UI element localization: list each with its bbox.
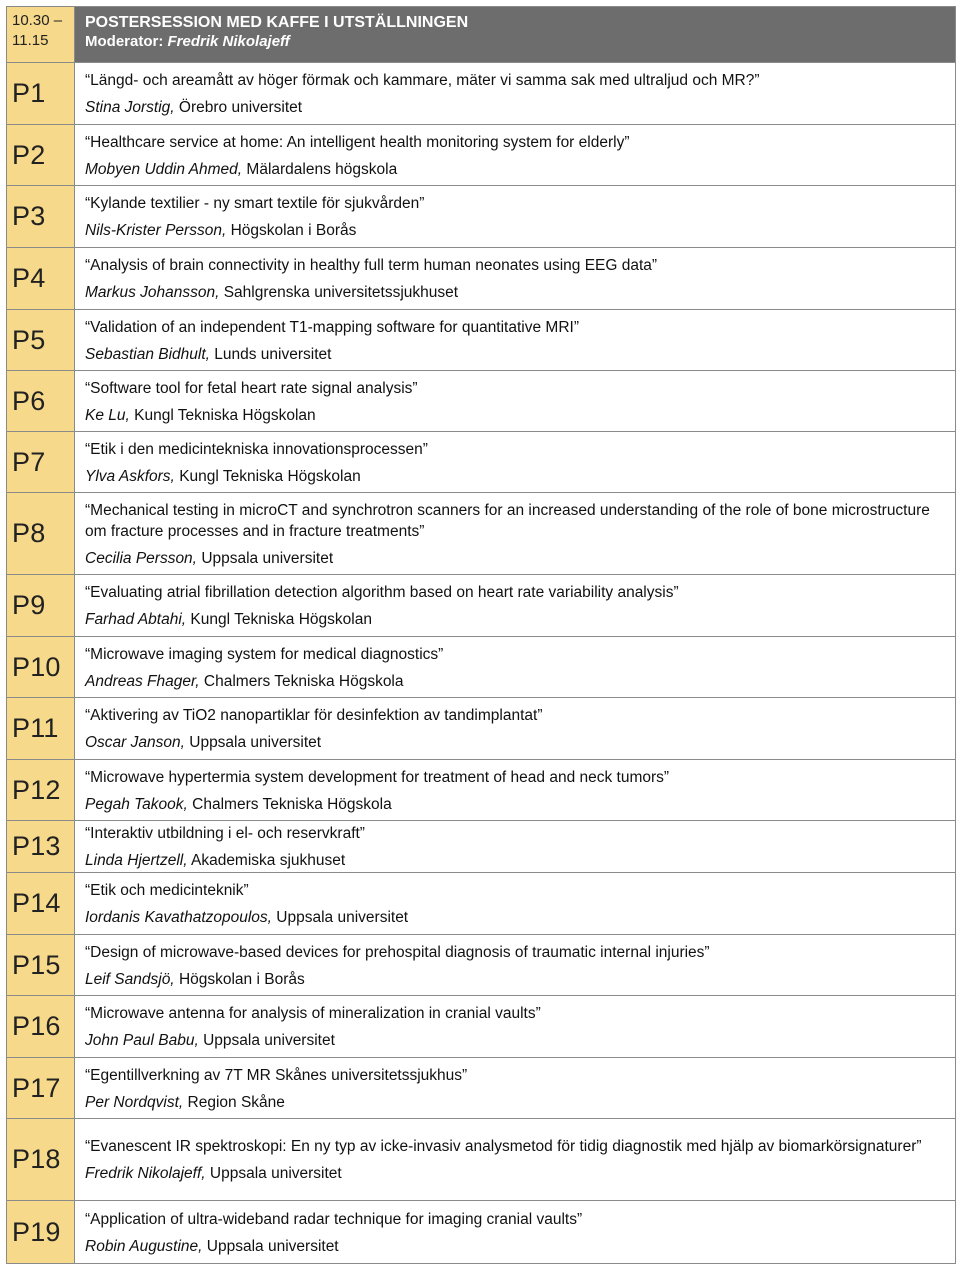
presenter-affiliation: Akademiska sjukhuset xyxy=(190,852,346,869)
poster-info-cell xyxy=(75,1201,955,1263)
poster-presenter xyxy=(85,466,945,487)
poster-title: “Evanescent IR spektroskopi: En ny typ av icke-invasiv analysmetod för tidig diagnostik med hjälp av biomarkörsignaturer” xyxy=(85,1138,922,1155)
poster-id-cell xyxy=(7,371,75,431)
presenter-affiliation: Kungl Tekniska Högskolan xyxy=(134,406,316,424)
poster-presenter xyxy=(85,344,945,365)
poster-row xyxy=(7,186,955,248)
poster-title: “Application of ultra-wideband radar technique for imaging cranial vaults” xyxy=(85,1210,583,1228)
poster-id: P5 xyxy=(12,324,46,355)
presenter-affiliation: Uppsala universitet xyxy=(276,909,409,926)
presenter-name: Fredrik Nikolajeff, xyxy=(85,1165,206,1182)
poster-id-cell xyxy=(7,186,75,247)
poster-id: P1 xyxy=(12,78,46,108)
session-time: 10.30 – 11.15 xyxy=(12,12,63,49)
poster-title: “Microwave antenna for analysis of mineralization in cranial vaults” xyxy=(85,1005,541,1022)
poster-info-cell xyxy=(75,63,955,124)
presenter-affiliation: Högskolan i Borås xyxy=(178,970,305,988)
poster-info-cell xyxy=(75,760,955,820)
poster-presenter xyxy=(85,732,945,753)
poster-presenter xyxy=(85,1092,945,1113)
presenter-affiliation: Uppsala universitet xyxy=(203,1032,335,1049)
poster-title: “Healthcare service at home: An intelligent health monitoring system for elderly” xyxy=(85,133,630,151)
presenter-name: Markus Johansson, xyxy=(85,284,220,301)
poster-presenter xyxy=(85,671,945,692)
presenter-affiliation: Örebro universitet xyxy=(178,99,303,116)
poster-id: P7 xyxy=(12,446,46,477)
poster-presenter xyxy=(85,1030,945,1051)
poster-id-cell xyxy=(7,935,75,995)
presenter-name: Nils-Krister Persson, xyxy=(85,222,227,239)
poster-row xyxy=(7,935,955,996)
session-header-row xyxy=(7,7,955,63)
session-info-cell xyxy=(75,7,955,62)
presenter-affiliation: Chalmers Tekniska Högskola xyxy=(192,795,392,813)
poster-id-cell xyxy=(7,873,75,934)
presenter-name: Stina Jorstig, xyxy=(85,99,175,116)
poster-row xyxy=(7,310,955,371)
presenter-affiliation: Högskolan i Borås xyxy=(230,222,357,239)
poster-presenter xyxy=(85,220,945,241)
poster-id-cell xyxy=(7,248,75,309)
poster-info-cell xyxy=(75,371,955,431)
presenter-affiliation: Uppsala universitet xyxy=(206,1237,339,1255)
poster-row xyxy=(7,125,955,186)
poster-session-program xyxy=(6,6,956,1264)
poster-id-cell xyxy=(7,310,75,370)
poster-presenter xyxy=(85,794,945,815)
poster-title: “Kylande textilier - ny smart textile för sjukvården” xyxy=(85,195,425,212)
poster-row xyxy=(7,371,955,432)
presenter-affiliation: Region Skåne xyxy=(187,1093,285,1111)
session-time-cell xyxy=(7,7,75,62)
presenter-affiliation: Uppsala universitet xyxy=(189,734,322,751)
poster-id-cell xyxy=(7,575,75,636)
poster-title: “Software tool for fetal heart rate signal analysis” xyxy=(85,379,418,397)
poster-id: P14 xyxy=(12,888,61,918)
poster-id-cell xyxy=(7,1201,75,1263)
poster-id: P10 xyxy=(12,651,61,682)
poster-info-cell xyxy=(75,310,955,370)
poster-title: “Egentillverkning av 7T MR Skånes universitetssjukhus” xyxy=(85,1066,468,1084)
poster-presenter xyxy=(85,907,945,928)
presenter-name: Sebastian Bidhult, xyxy=(85,345,210,363)
poster-row xyxy=(7,248,955,310)
poster-id-cell xyxy=(7,637,75,697)
poster-id-cell xyxy=(7,1058,75,1118)
moderator-name: Fredrik Nikolajeff xyxy=(167,33,290,50)
poster-id-cell xyxy=(7,996,75,1057)
poster-title: “Validation of an independent T1-mapping software for quantitative MRI” xyxy=(85,318,579,336)
poster-title: “Microwave imaging system for medical diagnostics” xyxy=(85,645,444,663)
poster-presenter xyxy=(85,97,945,118)
poster-presenter xyxy=(85,282,945,303)
poster-info-cell xyxy=(75,125,955,185)
poster-id-cell xyxy=(7,493,75,574)
presenter-name: Iordanis Kavathatzopoulos, xyxy=(85,909,272,926)
poster-info-cell xyxy=(75,935,955,995)
poster-info-cell xyxy=(75,698,955,759)
poster-id-cell xyxy=(7,125,75,185)
session-title: POSTERSESSION MED KAFFE I UTSTÄLLNINGEN xyxy=(85,14,469,31)
poster-id-cell xyxy=(7,698,75,759)
poster-list xyxy=(7,63,955,1263)
poster-info-cell xyxy=(75,248,955,309)
poster-info-cell xyxy=(75,637,955,697)
poster-id: P13 xyxy=(12,831,61,861)
poster-id: P11 xyxy=(12,713,59,743)
poster-title: “Design of microwave-based devices for prehospital diagnosis of traumatic internal injuries” xyxy=(85,943,710,961)
poster-info-cell xyxy=(75,821,955,872)
presenter-affiliation: Chalmers Tekniska Högskola xyxy=(203,672,404,690)
poster-title: “Analysis of brain connectivity in healthy full term human neonates using EEG data” xyxy=(85,257,658,274)
poster-info-cell xyxy=(75,1119,955,1200)
poster-row xyxy=(7,1119,955,1201)
presenter-affiliation: Sahlgrenska universitetssjukhuset xyxy=(223,284,459,301)
poster-row xyxy=(7,873,955,935)
poster-id: P18 xyxy=(12,1144,61,1174)
poster-title: “Mechanical testing in microCT and synchrotron scanners for an increased understanding of the role of bone microstructure om fracture processes and in fracture treatments” xyxy=(85,501,930,540)
poster-id-cell xyxy=(7,760,75,820)
poster-presenter xyxy=(85,159,945,180)
poster-id-cell xyxy=(7,63,75,124)
presenter-affiliation: Kungl Tekniska Högskolan xyxy=(190,611,372,628)
poster-info-cell xyxy=(75,432,955,492)
poster-info-cell xyxy=(75,493,955,574)
poster-row xyxy=(7,1058,955,1119)
poster-title: “Aktivering av TiO2 nanopartiklar för desinfektion av tandimplantat” xyxy=(85,707,543,724)
poster-id: P9 xyxy=(12,590,46,620)
poster-info-cell xyxy=(75,1058,955,1118)
poster-presenter xyxy=(85,1236,945,1257)
poster-id: P12 xyxy=(12,774,61,805)
poster-id: P16 xyxy=(12,1011,61,1041)
poster-row xyxy=(7,821,955,873)
poster-info-cell xyxy=(75,186,955,247)
presenter-name: Andreas Fhager, xyxy=(85,672,200,690)
poster-id: P15 xyxy=(12,949,61,980)
poster-title: “Etik och medicinteknik” xyxy=(85,882,249,899)
poster-title: “Längd- och areamått av höger förmak och kammare, mäter vi samma sak med ultraljud och MR?” xyxy=(85,72,760,89)
presenter-name: Leif Sandsjö, xyxy=(85,970,175,988)
poster-presenter xyxy=(85,1163,945,1184)
presenter-name: Per Nordqvist, xyxy=(85,1093,184,1111)
poster-title: “Etik i den medicintekniska innovationsprocessen” xyxy=(85,440,428,458)
presenter-name: Ke Lu, xyxy=(85,406,130,424)
poster-presenter xyxy=(85,609,945,630)
poster-id: P3 xyxy=(12,201,46,231)
poster-id-cell xyxy=(7,1119,75,1200)
poster-row xyxy=(7,493,955,575)
poster-info-cell xyxy=(75,996,955,1057)
presenter-affiliation: Uppsala universitet xyxy=(209,1165,342,1182)
poster-row xyxy=(7,575,955,637)
session-moderator xyxy=(85,32,945,51)
poster-row xyxy=(7,637,955,698)
presenter-affiliation: Lunds universitet xyxy=(214,345,332,363)
poster-title: “Evaluating atrial fibrillation detection algorithm based on heart rate variability analysis” xyxy=(85,584,679,601)
presenter-name: Robin Augustine, xyxy=(85,1237,203,1255)
poster-id-cell xyxy=(7,432,75,492)
poster-id: P8 xyxy=(12,518,46,548)
presenter-name: Linda Hjertzell, xyxy=(85,852,188,869)
poster-presenter xyxy=(85,850,945,871)
poster-info-cell xyxy=(75,873,955,934)
poster-row xyxy=(7,63,955,125)
poster-row xyxy=(7,996,955,1058)
poster-row xyxy=(7,760,955,821)
poster-id-cell xyxy=(7,821,75,872)
presenter-affiliation: Uppsala universitet xyxy=(201,549,334,567)
presenter-name: Farhad Abtahi, xyxy=(85,611,187,628)
presenter-name: Cecilia Persson, xyxy=(85,549,197,567)
presenter-name: Ylva Askfors, xyxy=(85,467,175,485)
poster-title: “Microwave hypertermia system development for treatment of head and neck tumors” xyxy=(85,768,670,786)
presenter-affiliation: Mälardalens högskola xyxy=(246,160,398,178)
poster-id: P6 xyxy=(12,385,46,416)
presenter-name: Oscar Janson, xyxy=(85,734,185,751)
presenter-name: Mobyen Uddin Ahmed, xyxy=(85,160,243,178)
poster-id: P2 xyxy=(12,139,46,170)
poster-row xyxy=(7,1201,955,1263)
moderator-label: Moderator: xyxy=(85,33,164,50)
poster-row xyxy=(7,432,955,493)
poster-title: “Interaktiv utbildning i el- och reservkraft” xyxy=(85,825,365,842)
poster-id: P19 xyxy=(12,1216,61,1247)
presenter-name: Pegah Takook, xyxy=(85,795,188,813)
poster-presenter xyxy=(85,548,945,569)
poster-info-cell xyxy=(75,575,955,636)
presenter-affiliation: Kungl Tekniska Högskolan xyxy=(179,467,361,485)
poster-id: P4 xyxy=(12,263,46,293)
presenter-name: John Paul Babu, xyxy=(85,1032,199,1049)
poster-id: P17 xyxy=(12,1072,61,1103)
poster-presenter xyxy=(85,969,945,990)
poster-row xyxy=(7,698,955,760)
poster-presenter xyxy=(85,405,945,426)
